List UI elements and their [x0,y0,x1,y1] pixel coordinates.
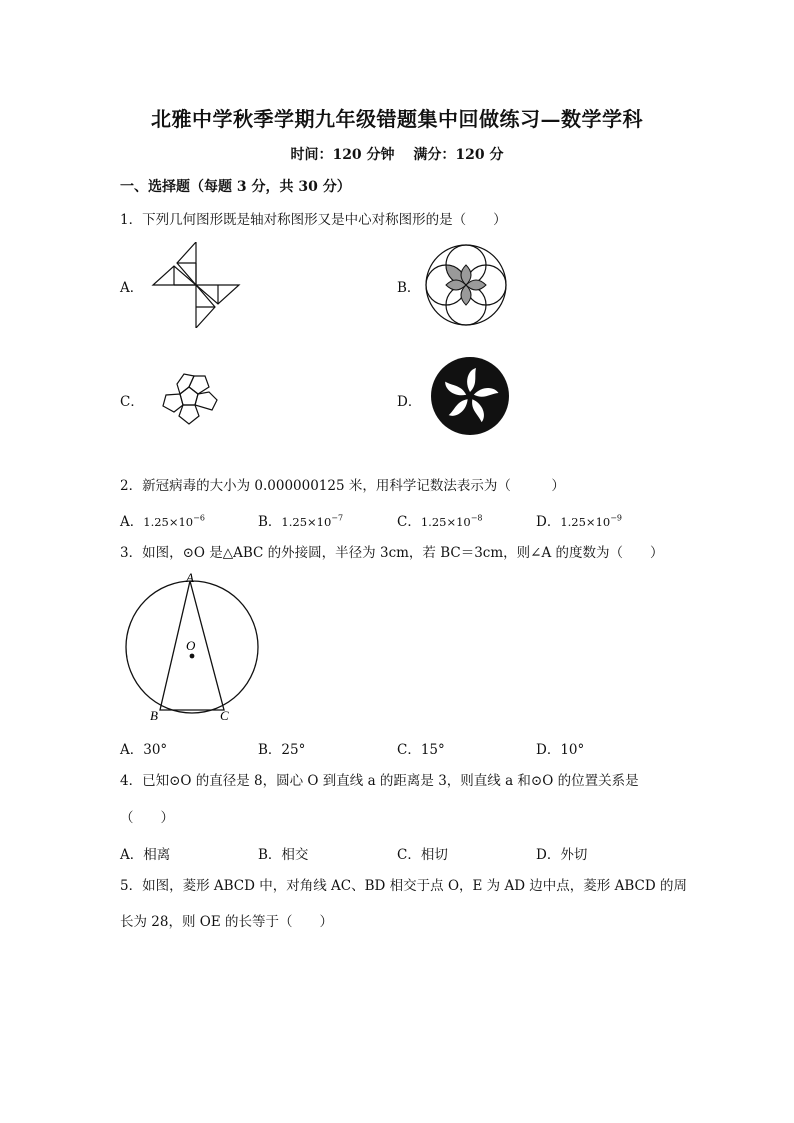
option-label: B． [258,514,282,530]
option-label: C． [397,514,421,530]
q4-option-c: C．相切 [397,847,448,863]
bauhinia-flag-figure [430,356,510,436]
q2-option-a [120,510,205,530]
option-label: A． [120,514,144,530]
question-4-stem: 4．已知⊙O 的直径是 8，圆心 O 到直线 a 的距离是 3，则直线 a 和⊙O 的位置关系是 [120,773,639,789]
q3-option-b: B．25° [258,742,306,758]
q2-option-b [258,510,343,530]
option-mantissa: 1.25×10 [143,515,194,529]
option-exponent: −6 [193,513,205,523]
vertex-c-label: C [220,708,229,723]
option-exponent: −9 [610,513,622,523]
vertex-a-label: A [186,570,194,585]
q1-option-c-label: C． [120,394,144,410]
pinwheel-figure [150,242,242,328]
q4-option-a: A．相离 [120,847,171,863]
vertex-b-label: B [150,708,158,723]
question-5-stem-line2: 长为 28，则 OE 的长等于（ ） [120,914,333,930]
q4-option-d: D．外切 [536,847,588,863]
option-label: D． [536,514,561,530]
section-heading: 一、选择题（每题 3 分，共 30 分） [120,179,351,195]
q2-option-c [397,510,483,530]
question-5-stem-line1: 5．如图，菱形 ABCD 中，对角线 AC、BD 相交于点 O，E 为 AD 边中点，菱形 ABCD 的周 [120,878,687,894]
q1-option-d-label: D． [397,394,422,410]
option-mantissa: 1.25×10 [560,515,611,529]
four-petal-circle-figure [424,243,508,327]
q3-option-c: C．15° [397,742,445,758]
exam-info: 时间：120 分钟 满分：120 分 [290,147,504,163]
q4-option-b: B．相交 [258,847,309,863]
option-exponent: −8 [470,513,483,523]
center-o-label: O [186,638,196,653]
q2-option-d [536,510,622,530]
q3-option-a: A．30° [120,742,168,758]
question-4-answer-blank: （ ） [120,810,174,826]
circumscribed-circle-figure [118,570,268,726]
option-mantissa: 1.25×10 [281,515,332,529]
pentagons-figure [154,362,224,434]
q1-option-a-label: A． [120,280,144,296]
option-mantissa: 1.25×10 [420,515,471,529]
option-exponent: −7 [331,513,344,523]
q1-option-b-label: B． [397,280,421,296]
q3-option-d: D．10° [536,742,585,758]
page-title: 北雅中学秋季学期九年级错题集中回做练习—数学学科 [151,107,643,131]
question-1-stem: 1．下列几何图形既是轴对称图形又是中心对称图形的是（ ） [120,212,507,228]
question-3-stem: 3．如图，⊙O 是△ABC 的外接圆，半径为 3cm，若 BC＝3cm，则∠A 的度数为（ ） [120,545,664,561]
question-2-stem: 2．新冠病毒的大小为 0.000000125 米，用科学记数法表示为（ ） [120,478,565,494]
